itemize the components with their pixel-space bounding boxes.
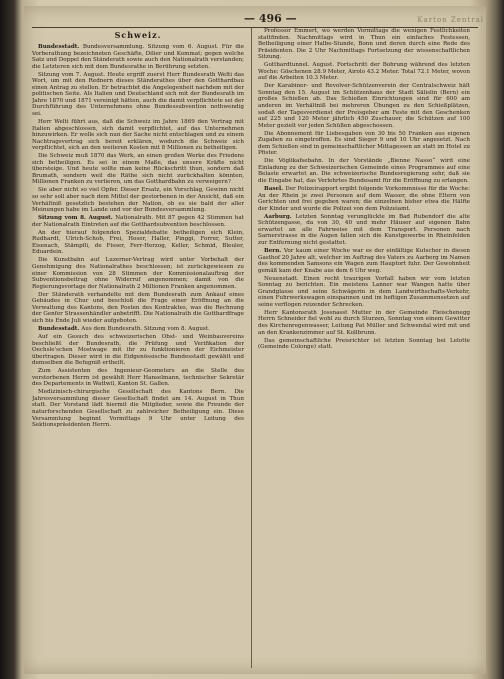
paragraph-text: Die Kunstbahn auf Luzerner-Vertrag wird unter Vorbehalt der Genehmigung des Nationalrathes beschlossen; ist zurückgewiesen zu einer Kommission von 28 Stimmen der Kommissionalauftrag der Subventionsbeitrag ohne Widerruf angenommen; damit von die Regierungsvorlage der Nationalrath 2 Millionen Franken angenommen. <box>32 257 244 290</box>
paragraph-text: Letzten Sonntag verunglückte im Bad Rubendorf die alte Schützengasse, da von 30, 40 und mehr Häuser auf eigenen Bahn erwartet an alle Fahrweise mit dem Transport. Personen nach Sarnerstrasse in die Augen fallen sich die Kunstgewerbe in Rheinfelden zur Entfernung nicht gestattet. <box>258 213 470 246</box>
paragraph-text: Das gemeinschaftliche Preisrichter ist letzten Sonntag bei Lelotte (Gemeinde Colonge) statt. <box>258 337 470 351</box>
article-paragraph <box>32 334 244 367</box>
article-paragraph <box>32 368 244 388</box>
paragraph-text: Vor kaum einer Woche war es der einfältige Kutscher in diesen Gasthof 20 Jahre alt, welcher im Auftrag des Vaters zu Aarberg im Namen des kommenden Samsons ein Wagen zum Hauptort fuhr. Der Gewohnheit gemäß kam der Knabe aus dem 6 Uhr weg. <box>258 248 470 274</box>
section-title: Schweiz. <box>114 30 162 40</box>
newspaper-page <box>24 6 486 674</box>
paragraph-text: Aus dem Bundesrath. Sitzung vom 8. August. <box>81 325 210 332</box>
paragraph-text: Herr Kantonsrath Jossnasst Mutter in der Gemeinde Fleischenegg Herrn Schneider fiel wohl zu durch Sturzen, Sonntag von einem Gewitter des Kirchenregenwasser, Leitung Pat Müller und Schwendal wird mit und an den Krankenzimmer auf St. Kollbrunn. <box>258 309 470 336</box>
paragraph-text: Neuenstadt. Einen recht traurigen Vorfall haben wir vom letzten Sonntag zu berichten. Ein meistens Lanner war Wangen hatte über Grandglasse und seine Schwägerin in dem Landwirthschafts-Verkehr, einen Fuhrwerkswagen einspannen und im heftigen Zusammensetzen auf seine verflogen reizender Schrecken. <box>258 275 470 308</box>
paragraph-text: Die Schweiz muß 1870 das Werk, an einen großen Werke des Friedens sich betheiligen. Es sei in einem Maße, das unsere Kräfte nicht übersteige. Und heute sollte man keine Rückschritt thun, sondern daß Brumath, sondern weil die Räthe sich nicht zurückhalten könnten, Millionen Franken zu verlieren, um das Gotthardbahn zu verweigern? <box>32 153 244 186</box>
column-divider <box>251 28 252 668</box>
article-paragraph <box>258 158 470 184</box>
paragraph-text: Zum Assistenten des Ingenieur-Geometers an die Stelle des verstorbenen Herrn ist gewählt Herr Hanselmann, technischer Sekretär des Departements in Wattwil, Kanton St. Gallen. <box>32 368 244 388</box>
article-paragraph <box>258 248 470 274</box>
article-paragraph <box>32 187 244 213</box>
article-paragraph <box>32 44 244 70</box>
paragraph-text: Die Vöglikafsebahn. In der Vorstände „Bienne Nasso“ wird eine Einladung zu der Schweizerischen Gemeinde eines Programmes auf eine Belaste erwartet an. Die schweizerische Bundesregierung sehr, daß sie die Eingabe hat, das Verlehrtes Bundesamt für die Eröffnung zu erlangen. <box>258 158 470 185</box>
paragraph-text: An der hierauf folgenden Spezialdebatte betheiligen sich Klein, Rudhardt, Ulrich-Schob, Frei, Hoser, Haller, Pinggi, Forrer, Sutter, Eisenach, Stämpfli, de Fisser, Ferr-Herzog, Keller, Schmid, Bleuler, Eduardein. <box>32 229 244 256</box>
article-paragraph <box>32 230 244 256</box>
paragraph-text: Der Polizeirapport ergibt folgende Vorkommnisse für die Woche: An der Rhein je zwei Personen auf dem Wasser, die ohne Eltern von Gerichten und frei gegeben waren; die einzelnen bisher etwa die Hälfte der Kinder und wurde die Polizei von dem Polizeiamt. <box>258 186 470 212</box>
paragraph-lead: Bundesstadt. <box>38 44 83 50</box>
paragraph-lead: Sitzung vom 8. August. <box>38 215 116 222</box>
paragraph-text: Bundesversammlung. Sitzung vom 6. August. Für die Vorberathung bezeichneten Geschäfte, Dilier und Kommat; gegen welche Satz und Doppel den Ständerath sowie auch den Nationalrath verstanden; die Letzteren sich mit dem Bundesrathe in Berührung setzten. <box>32 44 244 70</box>
paragraph-text: Herr Welti führt aus, daß die Schweiz im Jahre 1869 den Vertrag mit Italien abgeschlossen, sich damit verpflichtet, auf das Unternehmen hinzuwirken. Er wolle sich nun der Sache nicht entschlagen und zu einem Nachtragsvertrag sich bereit erklären, wodurch die Schweiz sich verpflichtet, sich an den weiteren Kosten mit 8 Millionen zu betheiligen. <box>32 119 244 152</box>
right-column-body <box>258 28 470 351</box>
right-column <box>258 28 470 668</box>
article-paragraph <box>258 338 470 351</box>
paragraph-lead: Aarburg. <box>264 213 296 220</box>
article-paragraph <box>258 214 470 247</box>
paragraph-text: Nationalrath. Mit 87 gegen 42 Stimmen hat der Nationalrath Eintreten auf die Gotthardsubvention beschlossen. <box>32 215 244 228</box>
article-paragraph <box>258 83 470 129</box>
article-paragraph <box>258 62 470 82</box>
paragraph-lead: Basel. <box>264 186 286 193</box>
paragraph-text: Professor Emmert, wo werden Vormittags die wenigen Festlichkeiten stattfinden. Nachmittags wird in Thun ein einfaches Festessen, Betheiligung einer Halbe-Stunde, Bonn und deren durch eine Rede des Präsidenten. Die 2 Uhr Nachmittags Fortsetzung der wissenschaftlichen Sitzung. <box>258 28 470 61</box>
paragraph-text: Der Ständerath verhandelte mit dem Bundesrath zum Ankauf eines Gebäudes in Chur und beschloß die Frage einer Eröffnung an die Verwaltung des Kantons, den Posten des Kontraktes, was die Rechnung der Genfer Strassenhändler anbetrifft. Die Nationalrath die Gotthardfrage sich bis Ende Juli wieder aufgeboten. <box>32 291 244 324</box>
article-paragraph <box>32 215 244 228</box>
paragraph-text: Sie aber nicht so viel Opfer. Dieser Ersatz, ein Vorschlag, Gewinn nicht so sehr soll aber nach dem Mittel der gestorbenen in der Ansicht, daß ein Verhältniß gesetzlich bestehen der Nation, ob es sie bald der aller Meinungen habe im Lande und vor der Bundesversammlung. <box>32 187 244 214</box>
article-paragraph <box>258 276 470 309</box>
paragraph-text: Die Abonnement für Liebesgaben von 30 bis 50 Franken aus eigenen Zugaben zu eingetroffen. Es sind Sieger 9 und 10 Uhr angesetzt. Nach dem Schießen sind in gemeinschaftlicher Mittagessen an statt im Hotel zu Pfister. <box>258 130 470 157</box>
paragraph-lead: Bern. <box>264 248 284 254</box>
running-head <box>24 12 486 26</box>
article-paragraph <box>258 131 470 157</box>
article-paragraph <box>32 119 244 152</box>
left-column <box>32 28 244 668</box>
article-paragraph <box>258 28 470 61</box>
paragraph-text: Auf ein Gesuch des schweizerischen Obst- und Weinbauvereins beschließt der Bundesrath, die Prüfung und Verifikation der Oechsle'schen Mostwage mit ihr zu funktionieren der Eichmeister übertragen. Dieser wird in die Eidgenössische Bundesstadt gewählt und demselben die Befugniß ertheilt. <box>32 333 244 367</box>
paragraph-text: Medizinisch-chirurgische Gesellschaft des Kantons Bern. Die Jahresversammlung dieser Gesellschaft findet am 14. August in Thun statt. Der Vorstand lädt hiermit die Mitglieder, sowie die Freunde der naturforschenden Gesellschaft zu zahlreicher Betheiligung ein. Diese Versammlung beginnt Vormittags 9 Uhr unter Leitung des Sektionspräsidenten Herrn. <box>32 389 244 429</box>
paragraph-text: Der Karabiner- und Revolver-Schützenverein der Centralschweiz hält Sonntag den 15. August im Schützenhaus der Stadt Sälislin (Bern) ein großes Schießen ab. Das Schießen Einrichtungen sind für 600 am anderen im Verhältniß bei mehreren Übungen zu den Schießplätzen, sodaß der Tagesverdienst der Preisgeber am Feste mit den Geschenken auf 225 und 120 Meter jährlich 450 Zuschauer, die Schützen auf 100 Meter gezielt vor jeden Schüßen abgeschossen. <box>258 83 470 129</box>
article-paragraph <box>258 310 470 336</box>
article-paragraph <box>32 72 244 118</box>
left-column-body <box>32 44 244 429</box>
article-paragraph <box>258 186 470 212</box>
article-paragraph <box>32 292 244 325</box>
article-paragraph <box>32 257 244 290</box>
bleed-through-text: Karton Zentral <box>417 16 484 24</box>
page-number: — 496 — <box>244 12 297 25</box>
paragraph-text: Sitzung vom 7. August. Heute ergriff zuerst Herr Bundesrath Welti das Wort, um mit den Rednern dieses Ständerathes über den Gotthardbau einen Antrag zu stellen. Er betrachtet die Angelegenheit nachdem mit der politischen Seite. Als Italien und Deutschland sich mit der Bundesrath im Jahre 1870 und 1871 vereinigt hätten, auch die damit verpflichtete sei der Durchführung des Unternehmens ohne Bundessubvention nothwendig sei. <box>32 71 244 117</box>
article-paragraph <box>32 153 244 186</box>
article-paragraph <box>32 389 244 428</box>
paragraph-text: Gotthardtunnel. August. Fortschritt der Bohrung während des letzten Woche: Göschenen 28.9 Meter, Airolo 43.2 Meter. Total 72.1 Meter, wovon auf die Arbeiten 10.3 Meter. <box>258 62 470 82</box>
article-paragraph <box>32 326 244 333</box>
paragraph-lead: Bundesstadt. <box>38 325 82 332</box>
